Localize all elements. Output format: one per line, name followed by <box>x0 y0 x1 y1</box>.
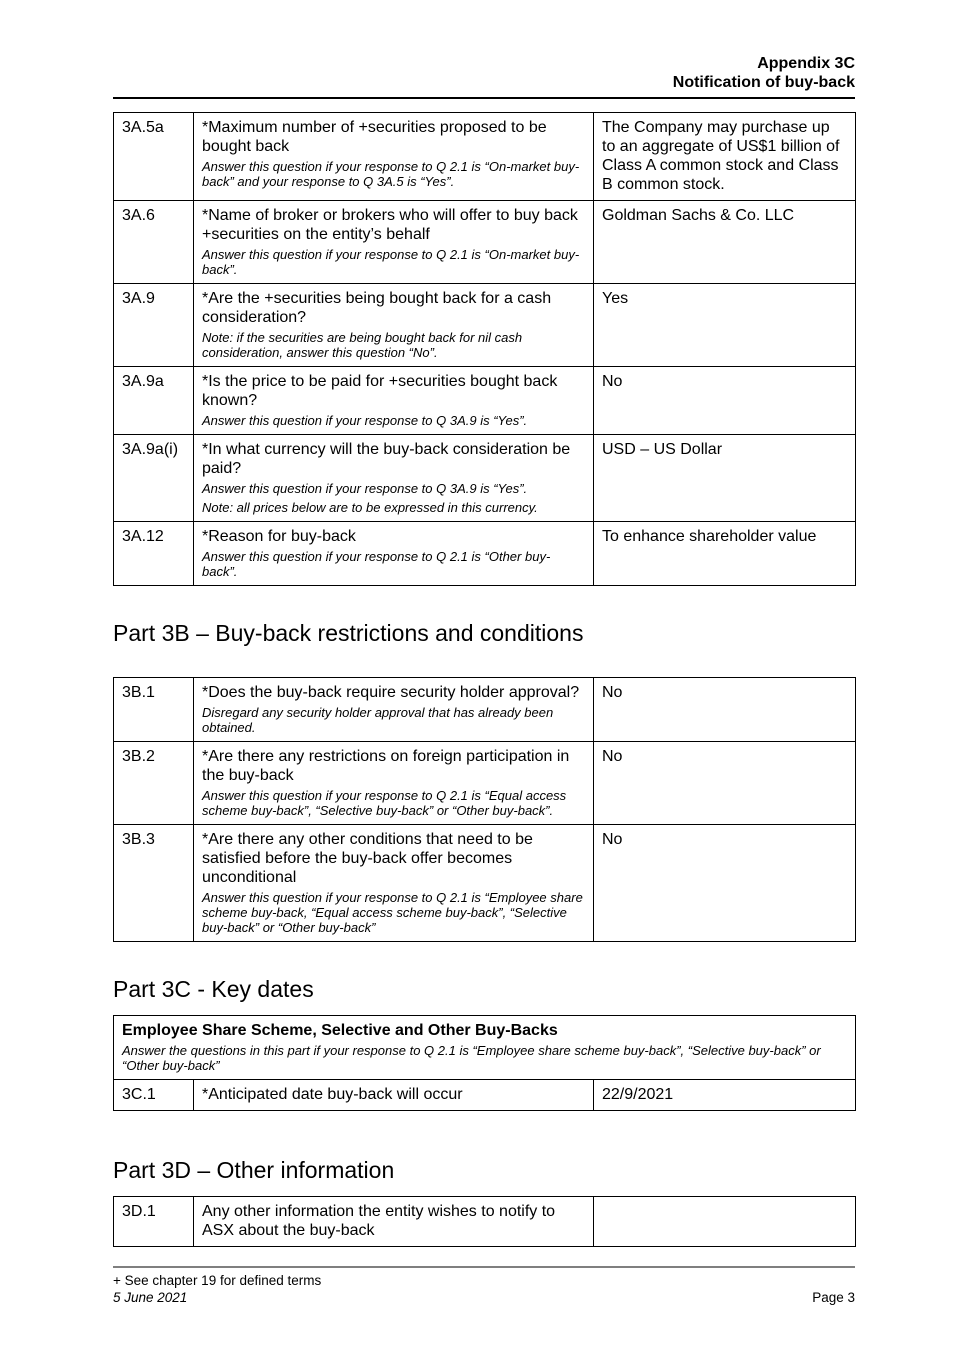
question-text: *Are there any other conditions that need to be satisfied before the buy-back offer becomes unconditional <box>202 831 533 886</box>
footer-defined-terms: + See chapter 19 for defined terms <box>113 1273 322 1288</box>
item-code: 3A.5a <box>114 113 194 201</box>
footer-rule <box>113 1266 855 1268</box>
part-3d-heading: Part 3D – Other information <box>113 1157 395 1183</box>
answer-text: No <box>594 825 856 942</box>
question-cell <box>194 742 594 825</box>
answer-text: Goldman Sachs & Co. LLC <box>594 201 856 284</box>
appendix-subtitle: Notification of buy-back <box>672 74 855 91</box>
question-cell <box>194 367 594 435</box>
question-cell <box>194 522 594 586</box>
question-text: *Maximum number of +securities proposed to be bought back <box>202 119 547 155</box>
answer-text: The Company may purchase up to an aggregate of US$1 billion of Class A common stock and Class B common stock. <box>594 113 856 201</box>
table-row-3a9 <box>114 284 856 367</box>
group-header-cell <box>114 1016 856 1080</box>
question-cell <box>194 201 594 284</box>
item-code: 3C.1 <box>114 1080 194 1111</box>
footer-page-number: Page 3 <box>812 1290 855 1305</box>
question-note: Answer this question if your response to Q 2.1 is “On-market buy-back”. <box>202 247 580 277</box>
answer-text: No <box>594 742 856 825</box>
table-row-3a6 <box>114 201 856 284</box>
part-3b-heading: Part 3B – Buy-back restrictions and conditions <box>113 620 584 646</box>
question-text: *Is the price to be paid for +securities bought back known? <box>202 373 558 409</box>
question-cell <box>194 825 594 942</box>
question-note: Note: all prices below are to be expressed in this currency. <box>202 500 538 515</box>
question-cell <box>194 1197 594 1247</box>
answer-text: 22/9/2021 <box>594 1080 856 1111</box>
document-content <box>113 54 855 1247</box>
answer-text: Yes <box>594 284 856 367</box>
part-3c-table <box>113 1015 856 1111</box>
answer-text: To enhance shareholder value <box>594 522 856 586</box>
table-row-3c-group-header <box>114 1016 856 1080</box>
footer-date: 5 June 2021 <box>113 1290 188 1305</box>
question-text: *In what currency will the buy-back consideration be paid? <box>202 441 571 477</box>
group-note: Answer the questions in this part if your response to Q 2.1 is “Employee share scheme buy-back”, “Selective buy-back” or “Other buy-back” <box>122 1043 821 1073</box>
question-note: Answer this question if your response to Q 3A.9 is “Yes”. <box>202 481 528 496</box>
item-code: 3B.3 <box>114 825 194 942</box>
footer-row <box>113 1289 855 1306</box>
question-text: *Anticipated date buy-back will occur <box>202 1086 463 1103</box>
table-row-3b3 <box>114 825 856 942</box>
appendix-title: Appendix 3C <box>757 55 855 72</box>
part-3a-table <box>113 112 856 586</box>
question-cell <box>194 678 594 742</box>
question-text: Any other information the entity wishes to notify to ASX about the buy-back <box>202 1203 556 1239</box>
item-code: 3A.12 <box>114 522 194 586</box>
table-row-3b1 <box>114 678 856 742</box>
item-code: 3A.9a <box>114 367 194 435</box>
part-3b-table <box>113 677 856 942</box>
question-note: Answer this question if your response to Q 2.1 is “Other buy-back”. <box>202 549 551 579</box>
question-cell <box>194 435 594 522</box>
question-text: *Reason for buy-back <box>202 528 356 545</box>
answer-text: USD – US Dollar <box>594 435 856 522</box>
header-rule <box>113 97 855 99</box>
question-cell <box>194 1080 594 1111</box>
question-text: *Are the +securities being bought back for a cash consideration? <box>202 290 552 326</box>
question-cell <box>194 113 594 201</box>
answer-text <box>594 1197 856 1247</box>
question-text: *Does the buy-back require security holder approval? <box>202 684 580 701</box>
question-note: Disregard any security holder approval that has already been obtained. <box>202 705 554 735</box>
item-code: 3A.9 <box>114 284 194 367</box>
question-note: Answer this question if your response to Q 2.1 is “Employee share scheme buy-back, “Equal access scheme buy-back”, “Selective buy-back” or “Other buy-back” <box>202 890 583 935</box>
question-note: Note: if the securities are being bought back for nil cash consideration, answer this question “No”. <box>202 330 523 360</box>
answer-text: No <box>594 367 856 435</box>
table-row-3b2 <box>114 742 856 825</box>
item-code: 3A.6 <box>114 201 194 284</box>
item-code: 3B.2 <box>114 742 194 825</box>
question-note: Answer this question if your response to Q 3A.9 is “Yes”. <box>202 413 528 428</box>
question-note: Answer this question if your response to Q 2.1 is “On-market buy-back” and your response to Q 3A.5 is “Yes”. <box>202 159 580 189</box>
table-row-3d1 <box>114 1197 856 1247</box>
table-row-3c1 <box>114 1080 856 1111</box>
question-text: *Name of broker or brokers who will offer to buy back +securities on the entity’s behalf <box>202 207 578 243</box>
part-3d-table <box>113 1196 856 1247</box>
table-row-3a12 <box>114 522 856 586</box>
table-row-3a5a <box>114 113 856 201</box>
question-text: *Are there any restrictions on foreign participation in the buy-back <box>202 748 570 784</box>
item-code: 3B.1 <box>114 678 194 742</box>
document-footer <box>113 1266 855 1306</box>
table-row-3a9a <box>114 367 856 435</box>
document-header <box>113 54 855 92</box>
table-row-3a9ai <box>114 435 856 522</box>
item-code: 3A.9a(i) <box>114 435 194 522</box>
question-note: Answer this question if your response to Q 2.1 is “Equal access scheme buy-back”, “Selective buy-back” or “Other buy-back”. <box>202 788 567 818</box>
part-3c-heading: Part 3C - Key dates <box>113 976 314 1002</box>
answer-text: No <box>594 678 856 742</box>
item-code: 3D.1 <box>114 1197 194 1247</box>
group-title: Employee Share Scheme, Selective and Other Buy-Backs <box>122 1022 558 1039</box>
question-cell <box>194 284 594 367</box>
